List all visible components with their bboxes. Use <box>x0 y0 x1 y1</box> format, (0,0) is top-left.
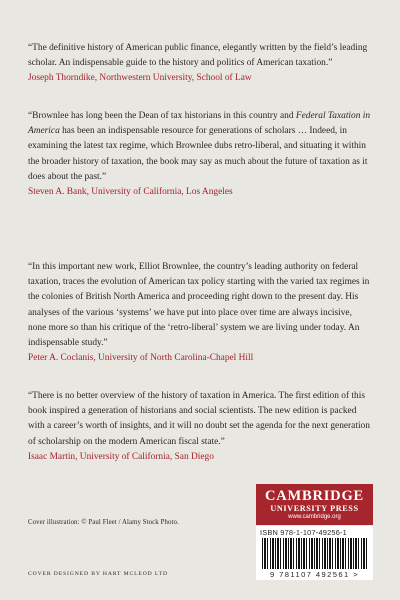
blurb-text: “There is no better overview of the history of taxation in America. The first edition of this book inspired a generation of historians and social scientists. The new edition is packed with a career’s worth of insights, and it will no doubt set the agenda for the next generation of scholarship on the modern American fiscal state.” <box>28 391 370 447</box>
blurb-attribution: Steven A. Bank, University of California, Los Angeles <box>28 187 233 198</box>
blurb-attribution: Isaac Martin, University of California, San Diego <box>28 451 214 462</box>
publisher-press: UNIVERSITY PRESS <box>270 504 359 513</box>
cover-design-credit: COVER DESIGNED BY HART MCLEOD LTD <box>28 571 168 577</box>
blurb-bank <box>28 109 372 200</box>
blurb-text <box>28 109 372 185</box>
blurb-text-start: “Brownlee has long been the Dean of tax historians in this country and <box>28 111 296 121</box>
barcode-number: 9 781107 492561 > <box>270 570 359 579</box>
isbn-label: ISBN 978-1-107-49256-1 <box>260 528 347 537</box>
blurb-text: “In this important new work, Elliot Brownlee, the country’s leading authority on federal taxation, traces the evolution of American tax policy starting with the varied tax regimes in the colonies of British North America and proceeding right down to the present day. His analyses of the various ‘systems’ we have put into place over time are always incisive, none more so than his critique of the ‘retro-liberal’ system we are living under today. An indispensable study.” <box>28 262 370 349</box>
cover-illustration-credit: Cover illustration: © Paul Fleet / Alamy Stock Photo. <box>28 519 179 526</box>
publisher-url: www.cambridge.org <box>288 514 341 520</box>
blurb-coclanis <box>28 260 372 366</box>
blurb-text: “The definitive history of American public finance, elegantly written by the field’s leading scholar. An indispensable guide to the history and politics of American taxation.” <box>28 43 368 69</box>
isbn-barcode <box>256 526 373 580</box>
publisher-name: CAMBRIDGE <box>264 488 365 504</box>
blurb-attribution: Peter A. Coclanis, University of North Carolina-Chapel Hill <box>28 353 254 364</box>
book-title: Federal Taxation in America <box>28 111 371 137</box>
blurb-text-end: has been an indispensable resource for generations of scholars … Indeed, in examining the latest tax regime, which Brownlee dubs retro-liberal, and situating it within the broader history of taxation, the book may say as much about the future of taxation as it does about the past.” <box>28 126 368 182</box>
blurb-martin <box>28 389 372 465</box>
blurb-attribution: Joseph Thorndike, Northwestern University, School of Law <box>28 73 252 84</box>
barcode-bars <box>262 538 367 569</box>
publisher-logo <box>256 484 373 525</box>
blurb-thorndike <box>28 41 372 87</box>
